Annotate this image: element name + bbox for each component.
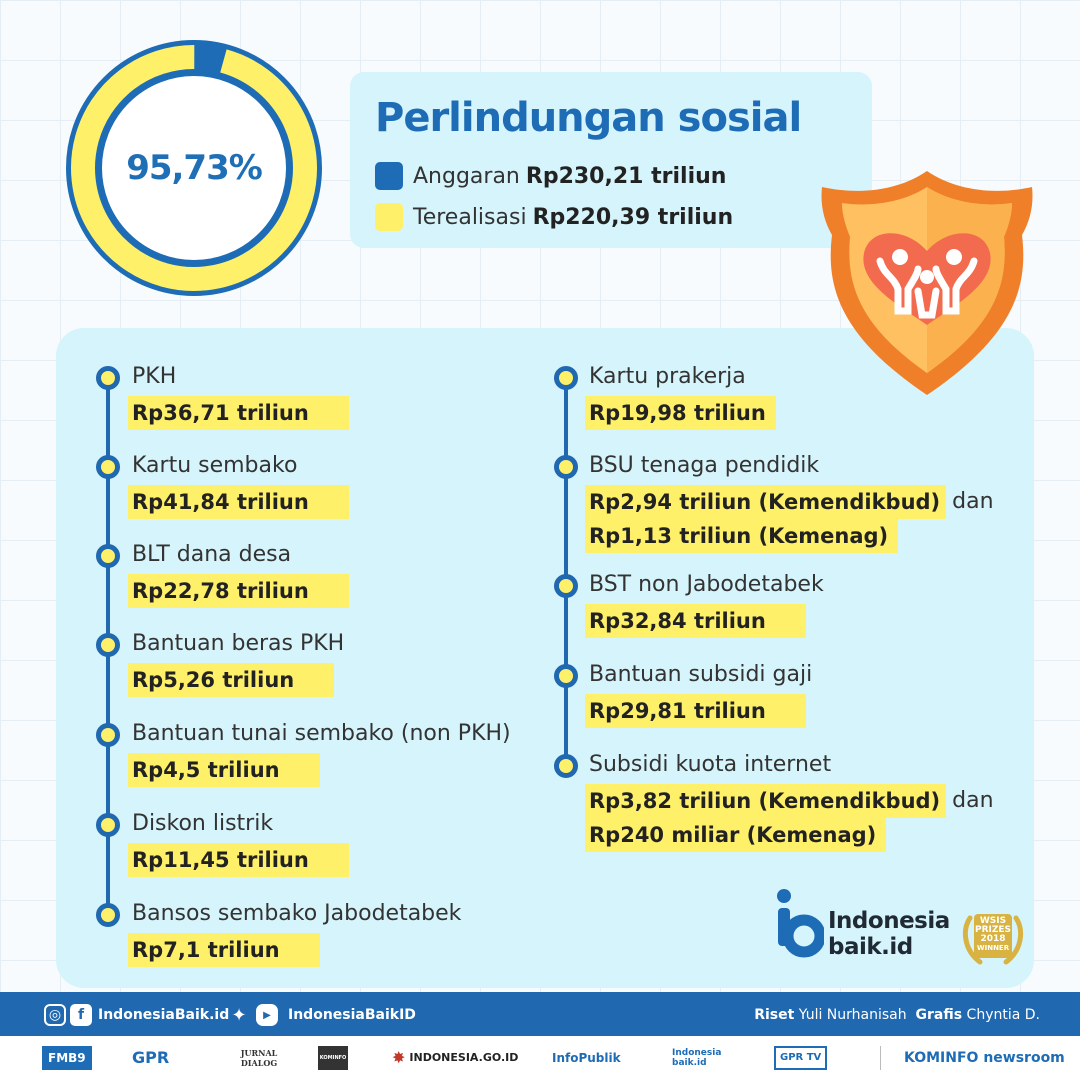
award-line: WSIS xyxy=(979,916,1007,926)
youtube-icon[interactable]: ▶ xyxy=(256,1004,278,1026)
timeline-dot xyxy=(96,723,120,747)
partner-logo-fmb9[interactable]: FMB9 xyxy=(42,1046,92,1070)
item-amount-row xyxy=(128,485,349,519)
logo-line-2: baik.id xyxy=(828,934,913,960)
indonesiabaik-logo-text xyxy=(828,908,950,960)
amount-highlight: Rp4,5 triliun xyxy=(128,753,320,787)
partner-logo-kominfo-newsroom[interactable]: KOMINFO newsroom xyxy=(904,1050,1065,1066)
item-label: Bantuan beras PKH xyxy=(132,631,345,656)
timeline-dot xyxy=(96,455,120,479)
logo-line-1: Indonesia xyxy=(828,908,950,934)
item-amount-row xyxy=(585,818,886,852)
legend-swatch-yellow xyxy=(375,203,403,231)
item-label: BSU tenaga pendidik xyxy=(589,453,820,478)
item-amount-row xyxy=(585,784,994,818)
partner-logo-gpr[interactable]: GPR xyxy=(132,1048,170,1067)
amount-highlight: Rp1,13 triliun (Kemenag) xyxy=(585,519,898,553)
amount-highlight: Rp240 miliar (Kemenag) xyxy=(585,818,886,852)
social-handle-website[interactable]: IndonesiaBaik.id xyxy=(98,1007,230,1023)
item-label: Bantuan subsidi gaji xyxy=(589,662,813,687)
timeline-dot xyxy=(96,544,120,568)
family-shield-icon xyxy=(818,165,1036,401)
amount-highlight: Rp32,84 triliun xyxy=(585,604,806,638)
timeline-dot xyxy=(554,455,578,479)
amount-highlight: Rp22,78 triliun xyxy=(128,574,349,608)
item-amount-row xyxy=(585,396,776,430)
item-amount-row xyxy=(128,753,320,787)
item-amount-row xyxy=(128,396,349,430)
partner-logo-infopublik[interactable]: InfoPublik xyxy=(552,1051,621,1065)
item-amount-row xyxy=(128,574,349,608)
amount-highlight: Rp29,81 triliun xyxy=(585,694,806,728)
partner-name: INDONESIA.GO.ID xyxy=(409,1051,519,1064)
timeline-dot xyxy=(554,574,578,598)
partner-logo-indonesia-go-id[interactable] xyxy=(392,1046,518,1070)
partner-divider xyxy=(880,1046,881,1070)
item-amount-row xyxy=(585,519,898,553)
item-label: Bantuan tunai sembako (non PKH) xyxy=(132,721,511,746)
garuda-emblem-icon: ✸ xyxy=(392,1048,406,1067)
item-amount-row xyxy=(585,694,806,728)
legend-anggaran xyxy=(375,162,726,190)
item-label: BLT dana desa xyxy=(132,542,292,567)
riset-name: Yuli Nurhanisah xyxy=(798,1007,907,1023)
item-amount-row xyxy=(128,663,334,697)
grafis-name: Chyntia D. xyxy=(966,1007,1040,1023)
page-title: Perlindungan sosial xyxy=(375,95,802,141)
amount-highlight: Rp11,45 triliun xyxy=(128,843,349,877)
award-line: 2018 xyxy=(980,934,1006,944)
donut-percent-label: 95,73% xyxy=(126,148,262,188)
timeline-dot xyxy=(96,366,120,390)
wsis-award-text xyxy=(968,917,1018,953)
award-line: PRIZES xyxy=(974,925,1012,935)
item-label: Kartu prakerja xyxy=(589,364,746,389)
legend-label: Terealisasi xyxy=(413,204,527,230)
twitter-icon[interactable]: ✦ xyxy=(231,1004,247,1026)
partner-logo-kominfo[interactable]: KOMINFO xyxy=(318,1046,348,1070)
facebook-icon[interactable]: f xyxy=(70,1004,92,1026)
instagram-icon[interactable]: ◎ xyxy=(44,1004,66,1026)
timeline-dot xyxy=(554,366,578,390)
timeline-dot xyxy=(96,903,120,927)
legend-value: Rp230,21 triliun xyxy=(525,163,727,189)
amount-highlight: Rp36,71 triliun xyxy=(128,396,349,430)
legend-label: Anggaran xyxy=(413,163,520,189)
amount-highlight: Rp3,82 triliun (Kemendikbud) xyxy=(585,784,946,818)
item-amount-row xyxy=(128,933,320,967)
item-amount-row xyxy=(585,485,994,519)
timeline-dot xyxy=(96,633,120,657)
social-handle-twitter-youtube[interactable]: IndonesiaBaikID xyxy=(288,1007,416,1023)
partner-logo-indonesiabaik[interactable]: Indonesia baik.id xyxy=(672,1048,722,1068)
connector-text: dan xyxy=(952,489,994,514)
amount-highlight: Rp7,1 triliun xyxy=(128,933,320,967)
item-label: Diskon listrik xyxy=(132,811,274,836)
item-label: Kartu sembako xyxy=(132,453,298,478)
connector-text: dan xyxy=(952,788,994,813)
legend-value: Rp220,39 triliun xyxy=(532,204,734,230)
item-label: Bansos sembako Jabodetabek xyxy=(132,901,462,926)
legend-swatch-blue xyxy=(375,162,403,190)
grafis-label: Grafis xyxy=(915,1007,963,1023)
riset-label: Riset xyxy=(754,1007,795,1023)
amount-highlight: Rp19,98 triliun xyxy=(585,396,776,430)
item-label: BST non Jabodetabek xyxy=(589,572,824,597)
timeline-dot xyxy=(554,664,578,688)
timeline-dot xyxy=(554,754,578,778)
credits xyxy=(754,1004,1040,1026)
partner-logo-jurnal-dialog[interactable]: JURNAL DIALOG xyxy=(240,1048,278,1068)
partner-logo-gpr-tv[interactable]: GPR TV xyxy=(774,1046,827,1070)
amount-highlight: Rp2,94 triliun (Kemendikbud) xyxy=(585,485,946,519)
award-line: WINNER xyxy=(976,944,1010,952)
amount-highlight: Rp5,26 triliun xyxy=(128,663,334,697)
item-amount-row xyxy=(585,604,806,638)
item-amount-row xyxy=(128,843,349,877)
right-timeline-line xyxy=(564,376,568,766)
amount-highlight: Rp41,84 triliun xyxy=(128,485,349,519)
item-label: PKH xyxy=(132,364,177,389)
indonesiabaik-logo-icon xyxy=(776,888,824,958)
timeline-dot xyxy=(96,813,120,837)
legend-terealisasi xyxy=(375,203,733,231)
item-label: Subsidi kuota internet xyxy=(589,752,832,777)
